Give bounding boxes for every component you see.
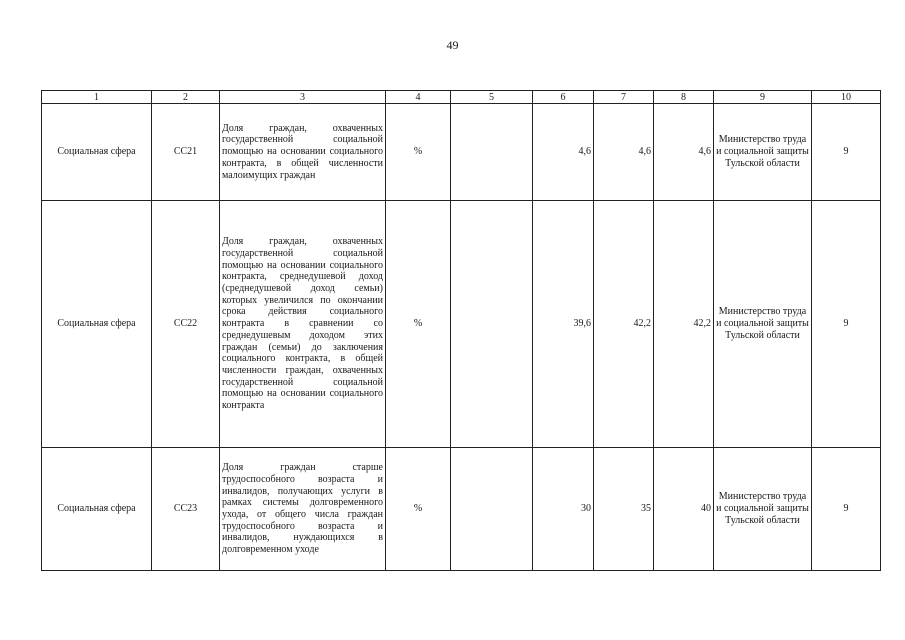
header-col-4: 4	[386, 91, 451, 104]
ministry-cell: Министерство труда и социальной защиты Тульской области	[714, 448, 812, 571]
indicators-table	[41, 90, 881, 571]
col6-cell: 39,6	[533, 201, 594, 448]
header-row	[42, 91, 881, 104]
col10-cell: 9	[812, 201, 881, 448]
unit-cell: %	[386, 448, 451, 571]
col8-cell: 40	[654, 448, 714, 571]
table-row	[42, 448, 881, 571]
description-text: Доля граждан, охваченных государственной социальной помощью на основании социального контракта, в общей численности малоимущих граждан	[222, 122, 383, 181]
ministry-cell: Министерство труда и социальной защиты Тульской области	[714, 201, 812, 448]
header-col-1: 1	[42, 91, 152, 104]
col6-cell: 30	[533, 448, 594, 571]
col5-cell	[451, 104, 533, 201]
col6-cell: 4,6	[533, 104, 594, 201]
description-text: Доля граждан, охваченных государственной социальной помощью на основании социального контракта, среднедушевой доход (среднедушевой доход семьи) которых увеличился по окончании срока действия социального контракта в сравнении со среднедушевым доходом этих граждан (семьи) до заключения социального контракта, в общей численности граждан, охваченных государственной социальной помощью на основании социального контракта	[222, 236, 383, 412]
col5-cell	[451, 201, 533, 448]
description-cell	[220, 448, 386, 571]
header-col-2: 2	[152, 91, 220, 104]
sphere-cell: Социальная сфера	[42, 201, 152, 448]
header-col-3: 3	[220, 91, 386, 104]
code-cell: СС21	[152, 104, 220, 201]
code-cell: СС23	[152, 448, 220, 571]
unit-cell: %	[386, 104, 451, 201]
unit-cell: %	[386, 201, 451, 448]
description-cell	[220, 201, 386, 448]
col7-cell: 35	[594, 448, 654, 571]
code-cell: СС22	[152, 201, 220, 448]
ministry-cell: Министерство труда и социальной защиты Тульской области	[714, 104, 812, 201]
header-col-7: 7	[594, 91, 654, 104]
col10-cell: 9	[812, 104, 881, 201]
description-cell	[220, 104, 386, 201]
sphere-cell: Социальная сфера	[42, 104, 152, 201]
table-row	[42, 104, 881, 201]
header-col-8: 8	[654, 91, 714, 104]
page-number: 49	[446, 38, 459, 52]
description-text: Доля граждан старше трудоспособного возраста и инвалидов, получающих услуги в рамках системы долговременного ухода, от общего числа граждан трудоспособного возраста и инвалидов, нуждающихся в долговременном уходе	[222, 462, 383, 556]
col7-cell: 4,6	[594, 104, 654, 201]
header-col-10: 10	[812, 91, 881, 104]
header-col-9: 9	[714, 91, 812, 104]
col8-cell: 42,2	[654, 201, 714, 448]
header-col-6: 6	[533, 91, 594, 104]
header-col-5: 5	[451, 91, 533, 104]
col5-cell	[451, 448, 533, 571]
table-row	[42, 201, 881, 448]
sphere-cell: Социальная сфера	[42, 448, 152, 571]
col7-cell: 42,2	[594, 201, 654, 448]
col8-cell: 4,6	[654, 104, 714, 201]
col10-cell: 9	[812, 448, 881, 571]
